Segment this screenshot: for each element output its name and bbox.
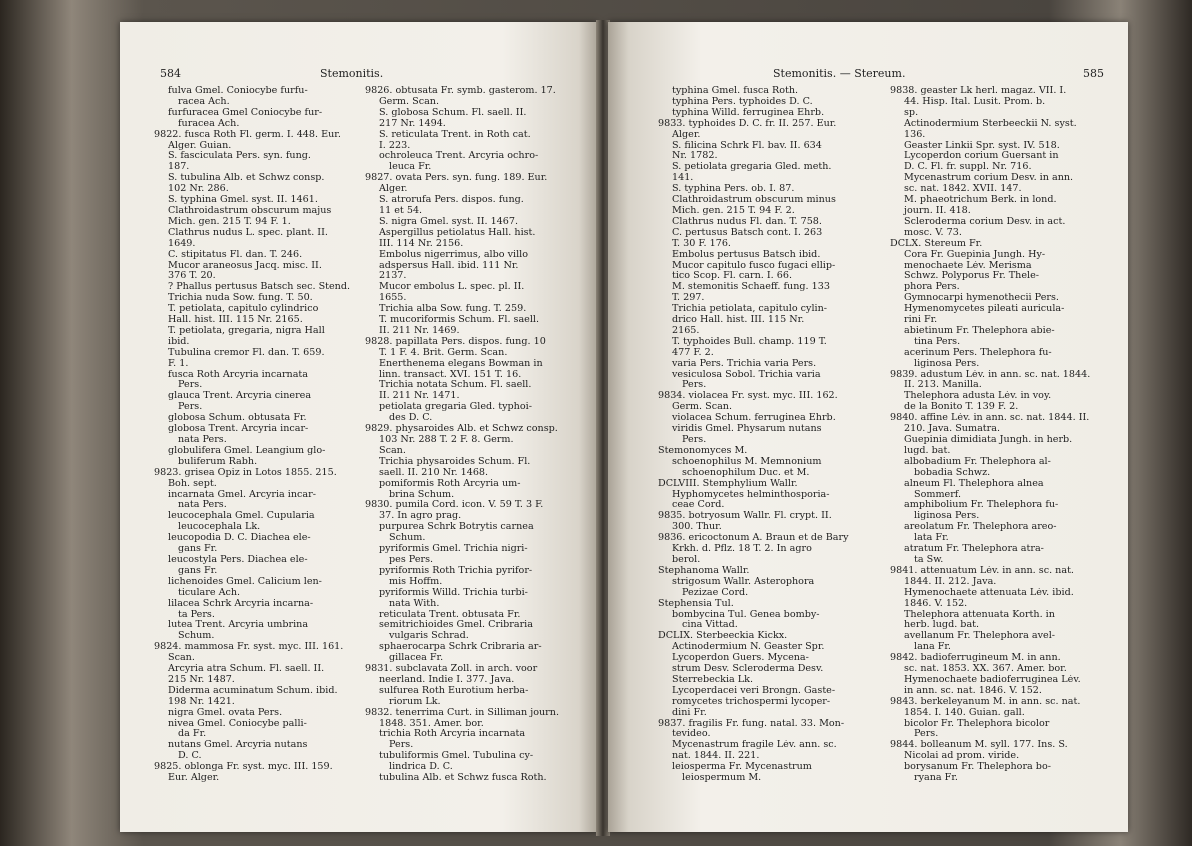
text-line: 9829. physaroides Alb. et Schwz consp.	[365, 424, 558, 435]
text-line: in ann. sc. nat. 1846. V. 152.	[904, 685, 1042, 696]
text-line: Germ. Scan.	[672, 402, 733, 413]
text-line: Schum.	[178, 631, 215, 642]
text-line: 2165.	[672, 325, 700, 336]
text-line: gillacea Fr.	[389, 653, 444, 664]
text-line: Trichia alba Sow. fung. T. 259.	[379, 304, 527, 315]
text-line: purpurea Schrk Botrytis carnea	[379, 522, 534, 533]
text-line: Krkh. d. Pflz. 18 T. 2. In agro	[672, 544, 812, 555]
text-line: 9825. oblonga Fr. syst. myc. III. 159.	[154, 762, 333, 773]
text-line: 11 et 54.	[379, 205, 423, 216]
text-line: typhina Willd. ferruginea Ehrb.	[672, 107, 825, 118]
text-line: mosc. V. 73.	[904, 227, 962, 238]
text-line: reticulata Trent. obtusata Fr.	[379, 609, 521, 620]
text-line: phora Pers.	[904, 282, 960, 293]
text-line: lindrica D. C.	[389, 762, 453, 773]
text-line: strigosum Wallr. Asterophora	[672, 576, 815, 587]
right-page-number: 585	[1083, 67, 1104, 80]
text-line: 9832. tenerrima Curt. in Silliman journ.	[365, 707, 560, 718]
text-line: Hall. hist. III. 115 Nr. 2165.	[168, 315, 303, 326]
text-line: 141.	[672, 173, 694, 184]
text-line: Pers.	[682, 380, 707, 391]
text-line: lichenoides Gmel. Calicium len-	[168, 576, 322, 587]
text-line: S. nigra Gmel. syst. II. 1467.	[379, 216, 519, 227]
text-line: romycetes trichospermi lycoper-	[672, 696, 831, 707]
text-line: acerinum Pers. Thelephora fu-	[904, 347, 1052, 358]
text-line: S. atrorufa Pers. dispos. fung.	[379, 195, 524, 206]
text-line: S. typhina Gmel. syst. II. 1461.	[168, 195, 318, 206]
text-line: 9822. fusca Roth Fl. germ. I. 448. Eur.	[154, 129, 341, 140]
text-line: leucocephala Lk.	[178, 522, 261, 533]
text-line: Clathrus nudus Fl. dan. T. 758.	[672, 216, 822, 227]
text-line: berol.	[672, 554, 701, 565]
text-line: 217 Nr. 1494.	[379, 118, 446, 129]
text-line: Pers.	[178, 402, 203, 413]
text-line: 9824. mammosa Fr. syst. myc. III. 161.	[154, 642, 344, 653]
text-line: Pers.	[178, 380, 203, 391]
text-line: 9841. attenuatum Lév. in ann. sc. nat.	[890, 565, 1074, 576]
text-line: Eur. Alger.	[168, 773, 220, 784]
text-line: Aspergillus petiolatus Hall. hist.	[379, 227, 536, 238]
text-line: 9842. badioferrugineum M. in ann.	[890, 653, 1061, 664]
text-line: ceae Cord.	[672, 500, 725, 511]
text-line: C. stipitatus Fl. dan. T. 246.	[168, 249, 303, 260]
text-line: Guepinia dimidiata Jungh. in herb.	[904, 435, 1073, 445]
text-line: S. petiolata gregaria Gled. meth.	[672, 162, 832, 173]
right-column-2	[890, 86, 1112, 784]
text-line: leucopodia D. C. Diachea ele-	[168, 533, 311, 544]
text-line: ibid.	[168, 336, 190, 347]
text-line: ? Phallus pertusus Batsch sec. Stend.	[168, 282, 351, 293]
text-line: racea Ach.	[178, 96, 230, 107]
text-line: T. 30 F. 176.	[672, 238, 731, 249]
text-line: 9834. violacea Fr. syst. myc. III. 162.	[658, 391, 838, 402]
text-line: alneum Fl. Thelephora alnea	[904, 478, 1044, 489]
text-line: Mich. gen. 215 T. 94 F. 1.	[168, 216, 291, 227]
text-line: ryana Fr.	[914, 773, 958, 784]
text-line: Nr. 1782.	[672, 151, 718, 162]
text-line: globosa Trent. Arcyria incar-	[168, 424, 309, 435]
text-line: Mycenastrum fragile Lév. ann. sc.	[672, 740, 837, 751]
text-line: 1854. I. 140. Guian. gall.	[904, 707, 1025, 718]
text-line: 477 F. 2.	[672, 347, 714, 358]
text-line: abietinum Fr. Thelephora abie-	[904, 325, 1055, 336]
text-line: tevideo.	[672, 729, 711, 740]
text-line: albobadium Fr. Thelephora al-	[904, 456, 1051, 467]
text-line: mis Hoffm.	[389, 576, 443, 587]
text-line: Trichia notata Schum. Fl. saell.	[379, 380, 532, 391]
text-line: tico Scop. Fl. carn. I. 66.	[672, 271, 793, 282]
text-line: ta Pers.	[178, 609, 215, 620]
text-line: 9839. adustum Lév. in ann. sc. nat. 1844.	[890, 369, 1091, 380]
text-line: typhina Gmel. fusca Roth.	[672, 86, 799, 96]
text-line: 9823. grisea Opiz in Lotos 1855. 215.	[154, 467, 337, 478]
text-line: pyriformis Gmel. Trichia nigri-	[379, 544, 528, 555]
text-line: buliferum Rabh.	[178, 456, 258, 467]
text-line: Gymnocarpi hymenothecii Pers.	[904, 293, 1059, 304]
text-line: liginosa Pers.	[914, 511, 980, 522]
text-line: Alger. Guian.	[168, 140, 232, 151]
text-line: Diderma acuminatum Schum. ibid.	[168, 685, 338, 696]
text-line: D. C. Fl. fr. suppl. Nr. 716.	[904, 162, 1032, 173]
text-line: incarnata Gmel. Arcyria incar-	[168, 489, 316, 500]
text-line: 210. Java. Sumatra.	[904, 424, 1000, 435]
text-line: ochroleuca Trent. Arcyria ochro-	[379, 151, 539, 162]
text-line: Thelephora attenuata Korth. in	[904, 609, 1055, 620]
text-line: 9828. papillata Pers. dispos. fung. 10	[365, 336, 546, 347]
text-line: Scleroderma corium Desv. in act.	[904, 216, 1066, 227]
text-line: S. typhina Pers. ob. I. 87.	[672, 184, 795, 195]
text-line: T. typhoides Bull. champ. 119 T.	[672, 336, 827, 347]
text-line: Mucor araneosus Jacq. misc. II.	[168, 260, 322, 271]
text-line: Arcyria atra Schum. Fl. saell. II.	[168, 664, 325, 675]
text-line: Geaster Linkii Spr. syst. IV. 518.	[904, 140, 1060, 151]
text-line: Enerthenema elegans Bowman in	[379, 358, 543, 369]
text-line: T. mucoriformis Schum. Fl. saell.	[379, 315, 540, 326]
text-line: Actinodermium N. Geaster Spr.	[672, 642, 825, 653]
right-running-title: Stemonitis. — Stereum.	[773, 67, 906, 80]
text-line: DCLVIII. Stemphylium Wallr.	[658, 478, 798, 489]
text-line: varia Pers. Trichia varia Pers.	[672, 358, 817, 369]
text-line: brina Schum.	[389, 489, 455, 500]
text-line: Scan.	[379, 445, 406, 456]
left-column-1	[154, 86, 359, 784]
text-line: 44. Hisp. Ital. Lusit. Prom. b.	[904, 96, 1046, 107]
text-line: 9830. pumila Cord. icon. V. 59 T. 3 F.	[365, 500, 544, 511]
text-line: Mucor embolus L. spec. pl. II.	[379, 282, 525, 293]
text-line: 215 Nr. 1487.	[168, 674, 235, 685]
text-line: M. stemonitis Schaeff. fung. 133	[672, 282, 830, 293]
text-line: F. 1.	[168, 358, 189, 369]
text-line: ticulare Ach.	[178, 587, 241, 598]
text-line: S. globosa Schum. Fl. saell. II.	[379, 107, 527, 118]
text-line: DCLIX. Sterbeeckia Kickx.	[658, 631, 788, 642]
text-line: 37. In agro prag.	[379, 511, 462, 522]
text-line: Lycoperdacei veri Brongn. Gaste-	[672, 685, 836, 696]
text-line: S. fasciculata Pers. syn. fung.	[168, 151, 311, 162]
text-line: Actinodermium Sterbeeckii N. syst.	[904, 118, 1077, 129]
text-line: da Fr.	[178, 729, 207, 740]
text-line: lata Fr.	[914, 533, 949, 544]
text-line: trichia Roth Arcyria incarnata	[379, 729, 526, 740]
text-line: 9833. typhoides D. C. fr. II. 257. Eur.	[658, 118, 837, 129]
text-line: sulfurea Roth Eurotium herba-	[379, 685, 529, 696]
text-line: saell. II. 210 Nr. 1468.	[379, 467, 489, 478]
text-line: lutea Trent. Arcyria umbrina	[168, 620, 309, 631]
text-line: 1846. V. 152.	[904, 598, 968, 609]
text-line: 9836. ericoctonum A. Braun et de Bary	[658, 533, 849, 544]
text-line: Lycoperdon Guers. Mycena-	[672, 653, 809, 664]
text-line: Stephanoma Wallr.	[658, 565, 750, 576]
text-line: I. 223.	[379, 140, 411, 151]
text-line: II. 213. Manilla.	[904, 380, 982, 391]
text-line: 9840. affine Lév. in ann. sc. nat. 1844. II.	[890, 413, 1090, 424]
text-line: Embolus pertusus Batsch ibid.	[672, 249, 821, 260]
text-line: 1844. II. 212. Java.	[904, 576, 997, 587]
text-line: adspersus Hall. ibid. 111 Nr.	[379, 260, 519, 271]
text-line: leiosperma Fr. Mycenastrum	[672, 762, 812, 773]
text-line: cina Vittad.	[682, 620, 738, 631]
text-line: dini Fr.	[672, 707, 707, 718]
text-line: III. 114 Nr. 2156.	[379, 238, 464, 249]
text-line: pes Pers.	[389, 554, 434, 565]
text-line: menochaete Lév. Merisma	[904, 260, 1032, 271]
text-line: 9831. subclavata Zoll. in arch. voor	[365, 664, 538, 675]
text-line: Trichia nuda Sow. fung. T. 50.	[168, 293, 313, 304]
text-line: journ. II. 418.	[904, 205, 971, 216]
text-line: linn. transact. XVI. 151 T. 16.	[379, 369, 522, 380]
text-line: glauca Trent. Arcyria cinerea	[168, 391, 312, 402]
text-line: S. reticulata Trent. in Roth cat.	[379, 129, 531, 140]
text-line: tubulina Alb. et Schwz fusca Roth.	[379, 773, 547, 784]
text-line: neerland. Indie I. 377. Java.	[379, 674, 515, 685]
text-line: typhina Pers. typhoides D. C.	[672, 96, 813, 107]
text-line: Pers.	[682, 435, 707, 445]
text-line: 187.	[168, 162, 190, 173]
text-line: leiospermum M.	[682, 773, 762, 784]
text-line: M. phaeotrichum Berk. in lond.	[904, 195, 1057, 206]
text-line: 136.	[904, 129, 926, 140]
text-line: bicolor Fr. Thelephora bicolor	[904, 718, 1050, 729]
text-line: sc. nat. 1853. XX. 367. Amer. bor.	[904, 664, 1067, 675]
text-line: Sommerf.	[914, 489, 962, 500]
text-line: furacea Ach.	[178, 118, 240, 129]
text-line: schoenophilus M. Memnonium	[672, 456, 822, 467]
text-line: pyriformis Roth Trichia pyrifor-	[379, 565, 533, 576]
text-line: Cora Fr. Guepinia Jungh. Hy-	[904, 249, 1046, 260]
left-page-number: 584	[160, 67, 181, 80]
text-line: Clathroidastrum obscurum majus	[168, 205, 332, 216]
text-line: leuca Fr.	[389, 162, 432, 173]
text-line: Embolus nigerrimus, albo villo	[379, 249, 528, 260]
text-line: vesiculosa Sobol. Trichia varia	[672, 369, 821, 380]
text-line: drico Hall. hist. III. 115 Nr.	[672, 315, 805, 326]
text-line: viridis Gmel. Physarum nutans	[672, 424, 822, 435]
text-line: fulva Gmel. Coniocybe furfu-	[168, 86, 308, 96]
text-line: Alger.	[379, 184, 408, 195]
text-line: C. pertusus Batsch cont. I. 263	[672, 227, 823, 238]
text-line: Stemonomyces M.	[658, 445, 748, 456]
text-line: S. filicina Schrk Fl. bav. II. 634	[672, 140, 822, 151]
text-line: Germ. Scan.	[379, 96, 440, 107]
text-line: de la Bonito T. 139 F. 2.	[904, 402, 1019, 413]
text-line: herb. lugd. bat.	[904, 620, 980, 631]
text-line: Hymenomycetes pileati auricula-	[904, 304, 1065, 315]
text-line: Trichia petiolata, capitulo cylin-	[672, 304, 828, 315]
text-line: pomiformis Roth Arcyria um-	[379, 478, 521, 489]
text-line: lana Fr.	[914, 642, 951, 653]
text-line: globulifera Gmel. Leangium glo-	[168, 445, 326, 456]
text-line: borysanum Fr. Thelephora bo-	[904, 762, 1051, 773]
text-line: tina Pers.	[914, 336, 961, 347]
text-line: 376 T. 20.	[168, 271, 216, 282]
text-line: 103 Nr. 288 T. 2 F. 8. Germ.	[379, 435, 514, 445]
text-line: liginosa Pers.	[914, 358, 980, 369]
text-line: nutans Gmel. Arcyria nutans	[168, 740, 308, 751]
text-line: Trichia physaroides Schum. Fl.	[379, 456, 531, 467]
text-line: petiolata gregaria Gled. typhoi-	[379, 402, 532, 413]
text-line: sc. nat. 1842. XVII. 147.	[904, 184, 1022, 195]
text-line: T. 297.	[672, 293, 705, 304]
text-line: des D. C.	[389, 413, 433, 424]
text-line: sp.	[904, 107, 919, 118]
text-line: Tubulina cremor Fl. dan. T. 659.	[168, 347, 325, 358]
left-running-title: Stemonitis.	[320, 67, 384, 80]
text-line: nivea Gmel. Coniocybe palli-	[168, 718, 307, 729]
text-line: bobadia Schwz.	[914, 467, 991, 478]
text-line: gans Fr.	[178, 565, 218, 576]
text-line: lugd. bat.	[904, 445, 951, 456]
text-line: nata Pers.	[178, 435, 227, 445]
text-line: nata Pers.	[178, 500, 227, 511]
text-line: II. 211 Nr. 1471.	[379, 391, 460, 402]
text-line: rini Fr.	[904, 315, 938, 326]
text-line: Schum.	[389, 533, 426, 544]
text-line: 9844. bolleanum M. syll. 177. Ins. S.	[890, 740, 1068, 751]
text-line: 9837. fragilis Fr. fung. natal. 33. Mon-	[658, 718, 845, 729]
text-line: Hyphomycetes helminthosporia-	[672, 489, 830, 500]
text-line: S. tubulina Alb. et Schwz consp.	[168, 173, 325, 184]
text-line: Hymenochaete badioferruginea Lév.	[904, 674, 1081, 685]
text-line: T. petiolata, gregaria, nigra Hall	[168, 325, 325, 336]
text-line: nat. 1844. II. 221.	[672, 751, 760, 762]
text-line: DCLX. Stereum Fr.	[890, 238, 983, 249]
text-line: Nicolai ad prom. viride.	[904, 751, 1020, 762]
text-line: Stephensia Tul.	[658, 598, 734, 609]
text-line: lilacea Schrk Arcyria incarna-	[168, 598, 314, 609]
text-line: sphaerocarpa Schrk Cribraria ar-	[379, 642, 542, 653]
left-column-2	[365, 86, 580, 784]
text-line: 9835. botryosum Wallr. Fl. crypt. II.	[658, 511, 832, 522]
text-line: 198 Nr. 1421.	[168, 696, 235, 707]
text-line: nigra Gmel. ovata Pers.	[168, 707, 283, 718]
text-line: violacea Schum. ferruginea Ehrb.	[672, 413, 836, 424]
text-line: Thelephora adusta Lév. in voy.	[904, 391, 1052, 402]
text-line: Alger.	[672, 129, 701, 140]
text-line: riorum Lk.	[389, 696, 441, 707]
text-line: 102 Nr. 286.	[168, 184, 229, 195]
text-line: vulgaris Schrad.	[389, 631, 469, 642]
right-column-1	[658, 86, 876, 784]
text-line: Hymenochaete attenuata Lév. ibid.	[904, 587, 1074, 598]
text-line: Mucor capitulo fusco fugaci ellip-	[672, 260, 836, 271]
text-line: 9843. berkeleyanum M. in ann. sc. nat.	[890, 696, 1081, 707]
text-line: Boh. sept.	[168, 478, 217, 489]
text-line: semitrichioides Gmel. Cribraria	[379, 620, 533, 631]
text-line: tubuliformis Gmel. Tubulina cy-	[379, 751, 534, 762]
text-line: 300. Thur.	[672, 522, 722, 533]
text-line: gans Fr.	[178, 544, 218, 555]
text-line: fusca Roth Arcyria incarnata	[168, 369, 309, 380]
text-line: Mycenastrum corium Desv. in ann.	[904, 173, 1074, 184]
text-line: avellanum Fr. Thelephora avel-	[904, 631, 1056, 642]
text-line: globosa Schum. obtusata Fr.	[168, 413, 307, 424]
text-line: atratum Fr. Thelephora atra-	[904, 544, 1044, 555]
text-line: II. 211 Nr. 1469.	[379, 325, 460, 336]
text-line: Clathrus nudus L. spec. plant. II.	[168, 227, 328, 238]
text-line: Scan.	[168, 653, 195, 664]
text-line: leucocephala Gmel. Cupularia	[168, 511, 315, 522]
text-line: Mich. gen. 215 T. 94 F. 2.	[672, 205, 795, 216]
text-line: T. petiolata, capitulo cylindrico	[168, 304, 319, 315]
right-page	[608, 22, 1128, 832]
text-line: Clathroidastrum obscurum minus	[672, 195, 836, 206]
text-line: 9827. ovata Pers. syn. fung. 189. Eur.	[365, 173, 548, 184]
text-line: strum Desv. Scleroderma Desv.	[672, 664, 824, 675]
text-line: amphibolium Fr. Thelephora fu-	[904, 500, 1059, 511]
text-line: Schwz. Polyporus Fr. Thele-	[904, 271, 1040, 282]
text-line: pyriformis Willd. Trichia turbi-	[379, 587, 528, 598]
text-line: leucostyla Pers. Diachea ele-	[168, 554, 308, 565]
text-line: Pers.	[389, 740, 414, 751]
text-line: 9838. geaster Lk herl. magaz. VII. I.	[890, 86, 1067, 96]
text-line: Sterrebeckia Lk.	[672, 674, 754, 685]
text-line: Pezizae Cord.	[682, 587, 749, 598]
text-line: ta Sw.	[914, 554, 944, 565]
left-page	[120, 22, 598, 832]
text-line: 1655.	[379, 293, 407, 304]
text-line: bombycina Tul. Genea bomby-	[672, 609, 820, 620]
text-line: nata With.	[389, 598, 440, 609]
text-line: 2137.	[379, 271, 407, 282]
text-line: T. 1 F. 4. Brit. Germ. Scan.	[379, 347, 508, 358]
text-line: 1649.	[168, 238, 196, 249]
text-line: Pers.	[914, 729, 939, 740]
text-line: areolatum Fr. Thelephora areo-	[904, 522, 1057, 533]
text-line: D. C.	[178, 751, 202, 762]
text-line: Lycoperdon corium Guersant in	[904, 151, 1059, 162]
text-line: 9826. obtusata Fr. symb. gasterom. 17.	[365, 86, 556, 96]
text-line: schoenophilum Duc. et M.	[682, 467, 810, 478]
text-line: furfuracea Gmel Coniocybe fur-	[168, 107, 323, 118]
text-line: 1848. 351. Amer. bor.	[379, 718, 484, 729]
